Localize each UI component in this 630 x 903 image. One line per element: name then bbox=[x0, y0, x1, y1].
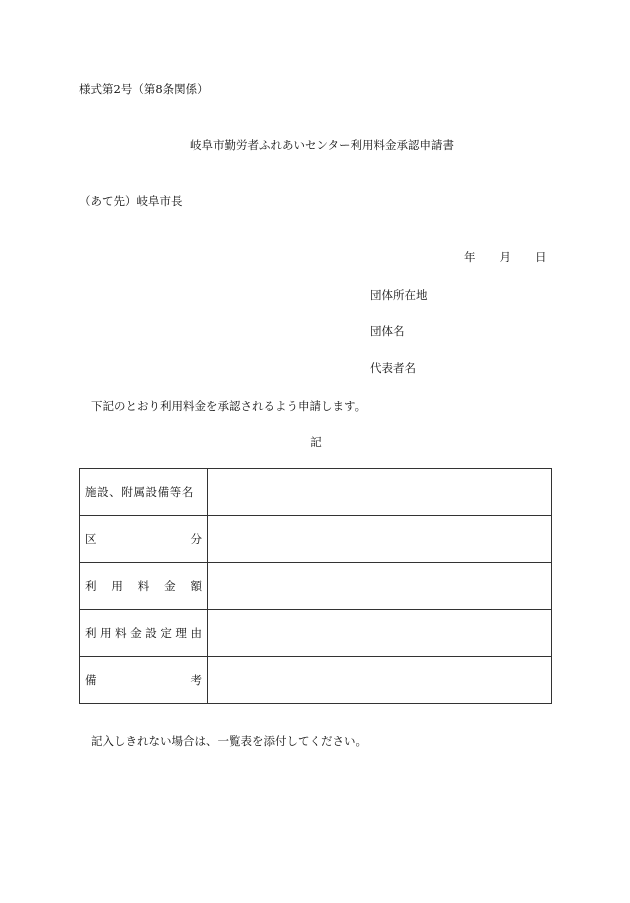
remarks-value-cell[interactable] bbox=[208, 657, 552, 704]
fee-reason-label-cell bbox=[80, 610, 208, 657]
fee-amount-label-cell bbox=[80, 563, 208, 610]
table-row bbox=[80, 469, 552, 516]
fee-reason-value-cell[interactable] bbox=[208, 610, 552, 657]
facility-label: 施 設 、 附 属 設 備 等 名 bbox=[85, 485, 194, 499]
representative-name-label: 代表者名 bbox=[370, 361, 416, 375]
facility-label-cell bbox=[80, 469, 208, 516]
fee-reason-label: 利 用 料 金 設 定 理 由 bbox=[85, 626, 202, 640]
detail-table bbox=[79, 468, 552, 704]
addressee: （あて先）岐阜市長 bbox=[79, 194, 183, 208]
fee-amount-value-cell[interactable] bbox=[208, 563, 552, 610]
ki-heading: 記 bbox=[310, 435, 322, 449]
category-value-cell[interactable] bbox=[208, 516, 552, 563]
remarks-label-cell bbox=[80, 657, 208, 704]
category-label-cell bbox=[80, 516, 208, 563]
date-line bbox=[464, 249, 547, 265]
date-day-label: 日 bbox=[535, 250, 547, 264]
request-statement: 下記のとおり利用料金を承認されるよう申請します。 bbox=[91, 399, 367, 413]
form-number: 様式第2号（第8条関係） bbox=[79, 82, 209, 96]
facility-value-cell[interactable] bbox=[208, 469, 552, 516]
fee-amount-label: 利 用 料 金 額 bbox=[85, 579, 202, 593]
date-year-label: 年 bbox=[464, 250, 476, 264]
table-row bbox=[80, 610, 552, 657]
date-month-label: 月 bbox=[499, 250, 511, 264]
attachment-note: 記入しきれない場合は、一覧表を添付してください。 bbox=[91, 734, 367, 748]
category-label: 区 分 bbox=[85, 532, 202, 546]
document-title: 岐阜市勤労者ふれあいセンター利用料金承認申請書 bbox=[189, 138, 455, 152]
remarks-label: 備 考 bbox=[85, 673, 202, 687]
organization-name-label: 団体名 bbox=[370, 324, 405, 338]
table-row bbox=[80, 516, 552, 563]
organization-address-label: 団体所在地 bbox=[370, 288, 428, 302]
table-row bbox=[80, 563, 552, 610]
table-row bbox=[80, 657, 552, 704]
